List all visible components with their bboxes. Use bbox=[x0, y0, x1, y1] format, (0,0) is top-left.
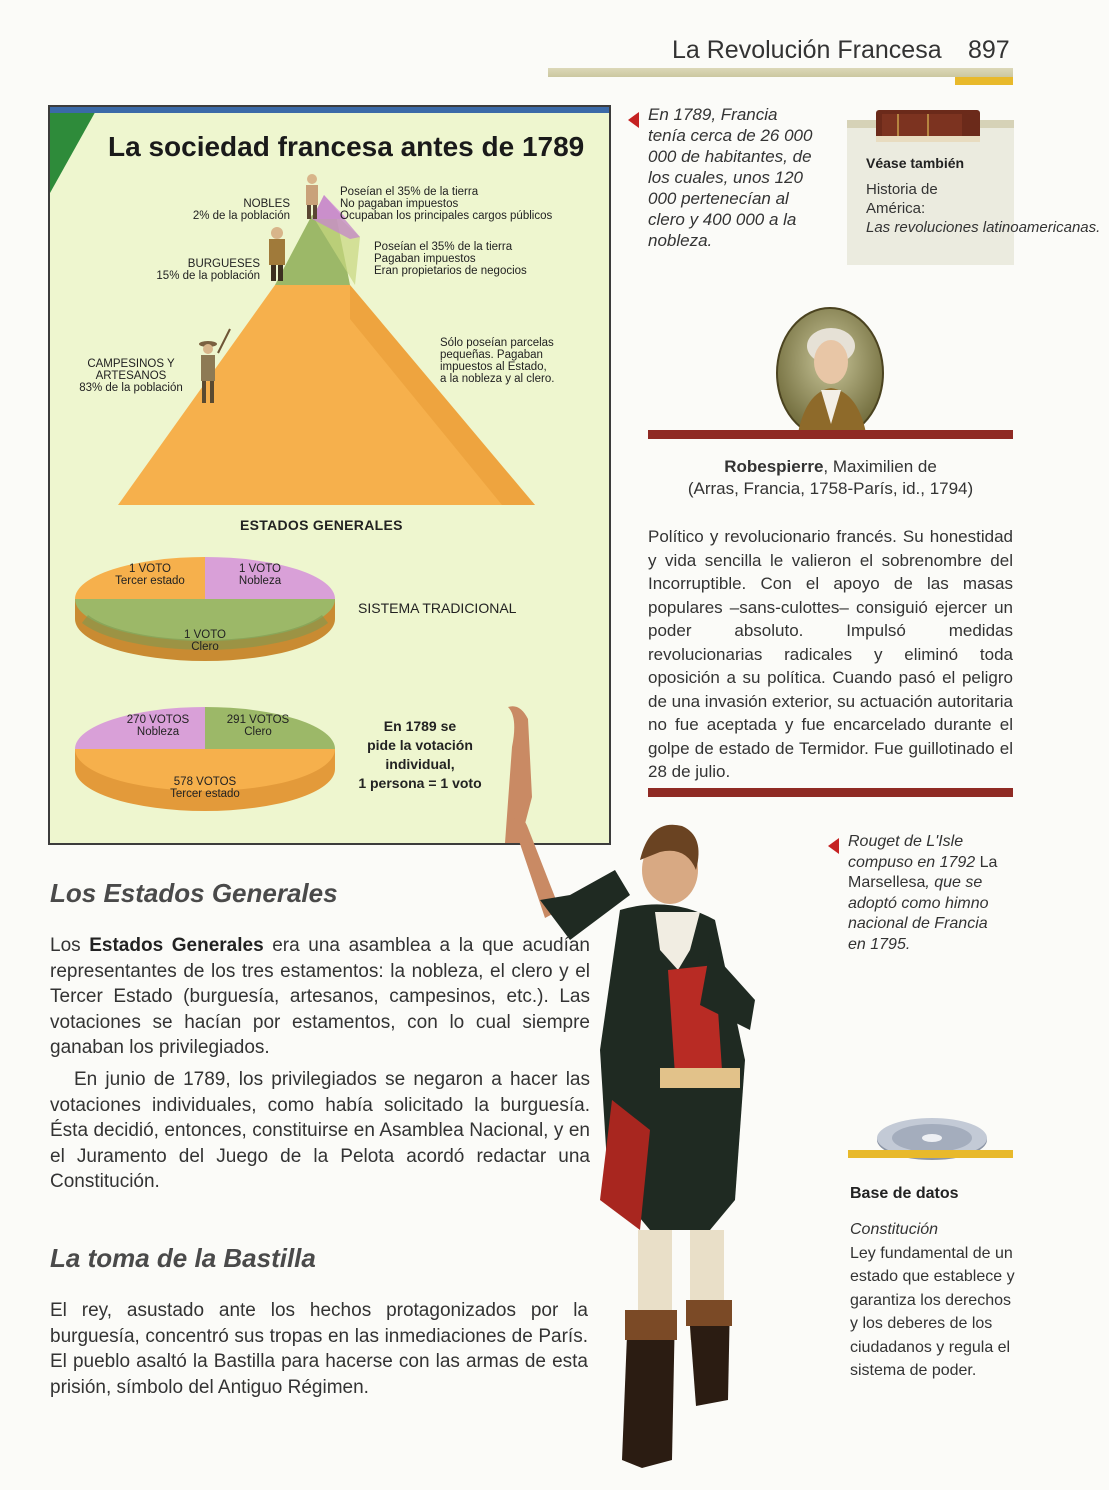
pie1-tercer-label bbox=[105, 563, 195, 587]
burgueses-name: BURGUESES bbox=[187, 258, 260, 270]
robespierre-dates: (Arras, Francia, 1758-París, id., 1794) bbox=[687, 479, 974, 498]
burgueses-fact: Pagaban impuestos bbox=[374, 253, 476, 265]
note-line: En 1789 se bbox=[383, 718, 457, 734]
pyramid-campesinos bbox=[118, 285, 535, 505]
pie2-clero-label bbox=[218, 714, 298, 738]
note-line: individual, bbox=[385, 756, 455, 772]
campesinos-fact: impuestos al Estado, bbox=[440, 361, 547, 373]
campesinos-facts bbox=[440, 337, 554, 385]
text-run: era una asamblea a la que acudían representantes de los tres estamentos: la nobleza, el clero y el Tercer Estado (burguesía, artesanos, campesinos, etc.). Las votaciones se hacían por estamentos, con lo cual siempre ganaban los privilegiados. bbox=[50, 935, 590, 1058]
burgueses-share: 15% de la población bbox=[156, 270, 260, 282]
robespierre-rule-bottom bbox=[648, 788, 1013, 797]
rouget-note bbox=[848, 832, 1008, 955]
estate-name: Tercer estado bbox=[170, 788, 240, 800]
votes-count: 291 VOTOS bbox=[226, 714, 290, 726]
votes-count: 578 VOTOS bbox=[173, 776, 237, 788]
estados-generales-heading: Los Estados Generales bbox=[50, 878, 338, 908]
pie2-nobleza-label bbox=[118, 714, 198, 738]
robespierre-heading bbox=[648, 456, 1013, 500]
bastilla-heading: La toma de la Bastilla bbox=[50, 1243, 316, 1273]
pointer-arrow-icon bbox=[628, 112, 639, 128]
estate-name: Clero bbox=[191, 641, 219, 653]
database-definition: Ley fundamental de un estado que establece y garantiza los derechos y los deberes de los ciudadanos y regula el sistema de poder. bbox=[850, 1244, 1015, 1379]
corner-accent bbox=[50, 107, 98, 193]
header-rule bbox=[548, 68, 1013, 77]
database-term: Constitución bbox=[850, 1221, 939, 1238]
estados-paragraph-1 bbox=[50, 933, 590, 1061]
text-run: Los bbox=[50, 935, 90, 956]
burgueses-facts bbox=[374, 241, 527, 277]
individual-vote-note bbox=[350, 717, 490, 793]
database-bar bbox=[848, 1150, 1013, 1158]
bastilla-paragraph: El rey, asustado ante los hechos protagonizados por la burguesía, concentró sus tropas en las inmediaciones de París. El pueblo asaltó la Bastilla para hacerse con las armas de esta prisión, símbolo del Antiguo Régimen. bbox=[50, 1300, 588, 1398]
database-body bbox=[850, 1218, 1015, 1383]
votes-count: 1 VOTO bbox=[239, 563, 281, 575]
page-number: 897 bbox=[968, 36, 1010, 64]
votes-count: 1 VOTO bbox=[184, 629, 226, 641]
see-also-body[interactable] bbox=[866, 180, 1100, 237]
robespierre-portrait bbox=[775, 306, 885, 440]
campesinos-share: 83% de la población bbox=[79, 382, 183, 394]
nobles-fact: No pagaban impuestos bbox=[340, 198, 459, 210]
section-title: La Revolución Francesa bbox=[672, 36, 942, 64]
estate-name: Clero bbox=[244, 726, 272, 738]
noble-figure bbox=[306, 174, 318, 219]
nobles-label bbox=[170, 198, 290, 222]
campesinos-fact: Sólo poseían parcelas bbox=[440, 337, 554, 349]
nobles-facts bbox=[340, 186, 552, 222]
estados-generales-title: ESTADOS GENERALES bbox=[240, 517, 403, 533]
estate-name: Tercer estado bbox=[115, 575, 185, 587]
see-also-line: Historia de bbox=[866, 181, 938, 198]
burgueses-label bbox=[140, 258, 260, 282]
burgueses-fact: Eran propietarios de negocios bbox=[374, 265, 527, 277]
votes-count: 270 VOTOS bbox=[126, 714, 190, 726]
campesinos-name: ARTESANOS bbox=[95, 370, 167, 382]
votes-count: 1 VOTO bbox=[129, 563, 171, 575]
note-line: pide la votación bbox=[367, 737, 473, 753]
book-icon bbox=[868, 104, 986, 148]
robespierre-rule-top bbox=[648, 430, 1013, 439]
estate-name: Nobleza bbox=[238, 575, 282, 587]
marsellesa-title: La Marsellesa bbox=[848, 853, 998, 891]
robespierre-name: Robespierre bbox=[724, 457, 824, 476]
pie1-nobleza-label bbox=[220, 563, 300, 587]
pie1-clero-label bbox=[165, 629, 245, 653]
nobles-fact: Ocupaban los principales cargos públicos bbox=[340, 210, 553, 222]
nobles-fact: Poseían el 35% de la tierra bbox=[340, 186, 479, 198]
burgues-figure bbox=[269, 227, 285, 281]
rouget-note-text: , que se adoptó como himno nacional de Francia en 1795. bbox=[848, 874, 989, 953]
pie2-tercer-label bbox=[160, 776, 250, 800]
estados-paragraph-2: En junio de 1789, los privilegiados se negaron a hacer las votaciones individuales, como había solicitado la burguesía. Ésta decidió, entonces, constituirse en Asamblea Nacional, y en el Juramento del Juego de la Pelota acordó redactar una Constitución. bbox=[50, 1069, 590, 1192]
see-also-link[interactable]: Las revoluciones latinoamericanas. bbox=[866, 219, 1101, 236]
robespierre-bio: Político y revolucionario francés. Su honestidad y vida sencilla le valieron el sobrenombre del Incorruptible. Con el apoyo de las masas populares –sans-culottes– consiguió ejercer un poder absoluto. Impulsó medidas revolucionarias radicales y eliminó toda oposición a su política. Cuando pasó el peligro de una invasión exterior, su actuación autoritaria no fue aceptada y fue encarcelado durante el golpe de estado de Termidor. Fue guillotinado el 28 de julio. bbox=[648, 527, 1013, 781]
population-note: En 1789, Francia tenía cerca de 26 000 000 de habitantes, de los cuales, unos 120 000 pertenecían al clero y 400 000 a la nobleza. bbox=[648, 105, 813, 250]
burgueses-fact: Poseían el 35% de la tierra bbox=[374, 241, 513, 253]
infographic-title: La sociedad francesa antes de 1789 bbox=[108, 131, 585, 162]
see-also-title: Véase también bbox=[866, 155, 965, 171]
society-infographic bbox=[48, 105, 611, 845]
robespierre-given-name: , Maximilien de bbox=[823, 457, 937, 476]
estate-name: Nobleza bbox=[136, 726, 180, 738]
database-title: Base de datos bbox=[850, 1185, 959, 1202]
rouget-note-text: Rouget de L'Isle compuso en 1792 bbox=[848, 833, 976, 871]
nobles-name: NOBLES bbox=[243, 198, 290, 210]
key-term: Estados Generales bbox=[89, 935, 264, 956]
campesinos-fact: pequeñas. Pagaban bbox=[440, 349, 543, 361]
sistema-tradicional-label: SISTEMA TRADICIONAL bbox=[358, 600, 517, 616]
campesinos-fact: a la nobleza y al clero. bbox=[440, 373, 555, 385]
campesinos-label bbox=[66, 358, 196, 394]
note-line: 1 persona = 1 voto bbox=[358, 775, 482, 791]
header-accent-tab bbox=[955, 77, 1013, 85]
panel-top-bar bbox=[50, 107, 609, 113]
nobles-share: 2% de la población bbox=[192, 210, 290, 222]
see-also-line: América: bbox=[866, 200, 926, 217]
pointer-arrow-icon bbox=[828, 838, 839, 854]
campesinos-name: CAMPESINOS Y bbox=[87, 358, 175, 370]
